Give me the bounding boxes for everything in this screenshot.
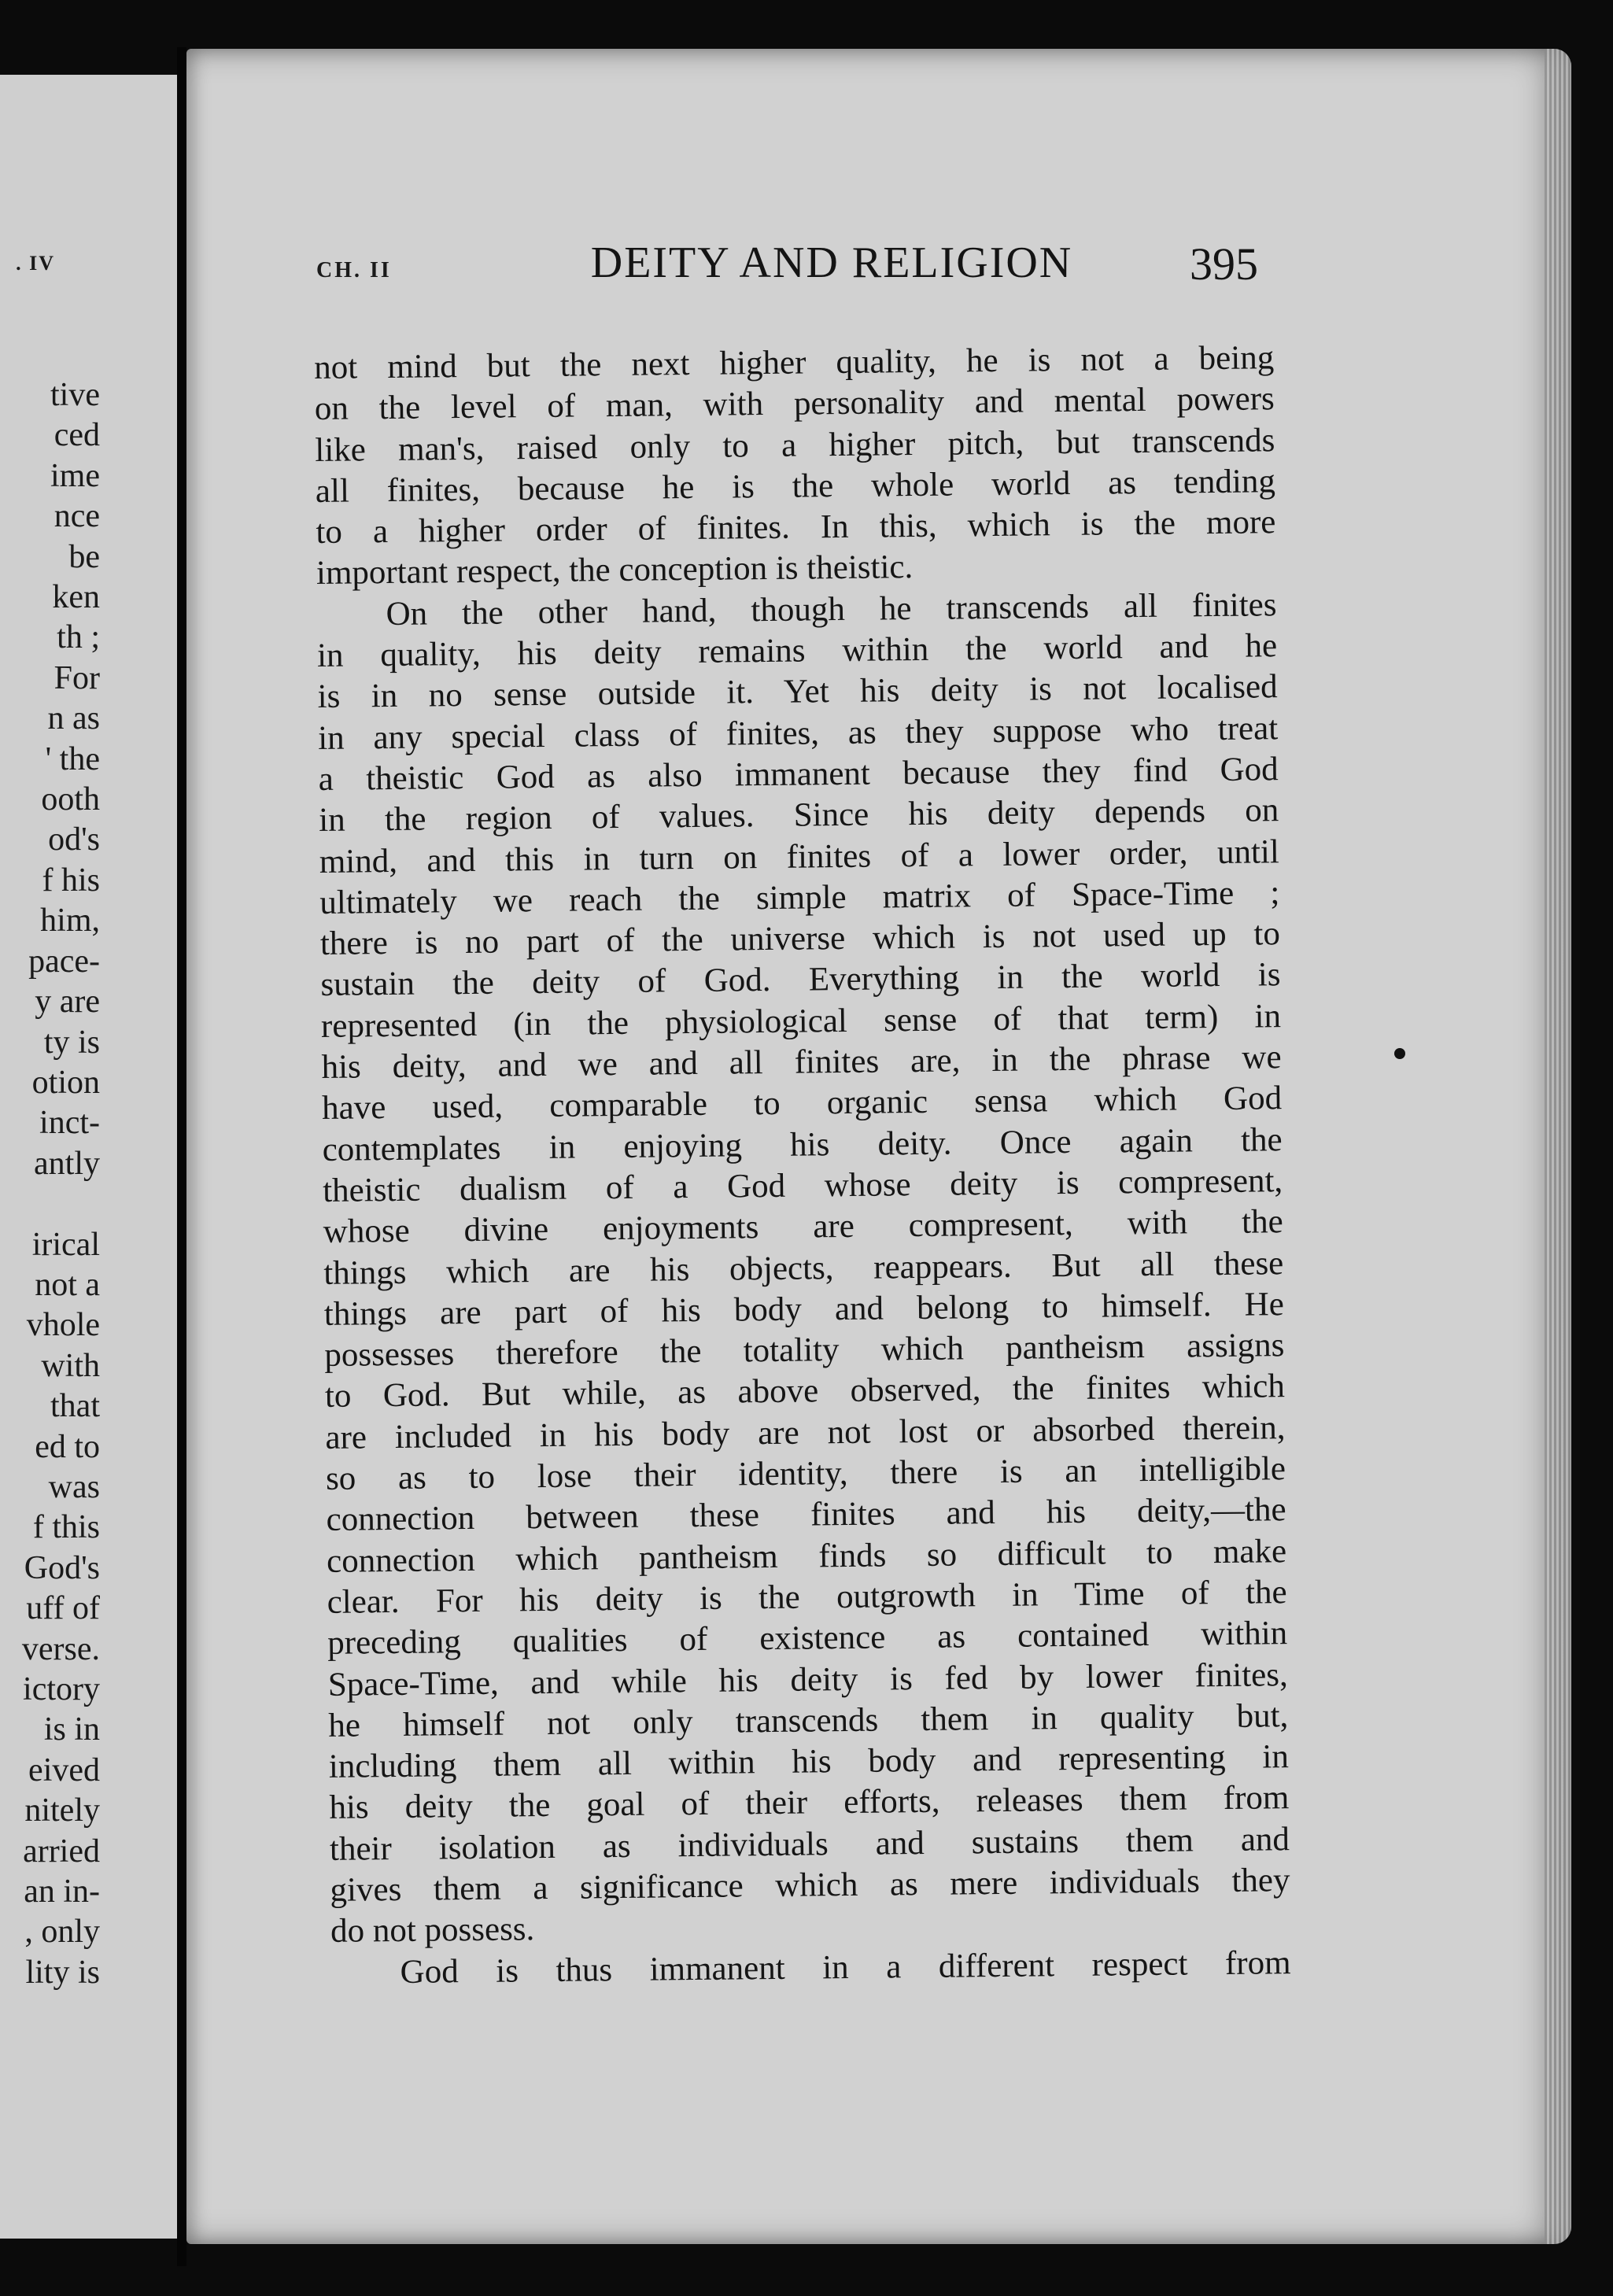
left-page-text xyxy=(0,375,100,1993)
left-line: lity is xyxy=(25,1954,100,1991)
body-text xyxy=(314,338,1291,1994)
text-line: in quality, his deity remains within the world and he xyxy=(316,627,1278,675)
text-line: Space-Time, and while his deity is fed by lower finites, xyxy=(327,1656,1288,1704)
left-line: ed to xyxy=(35,1428,100,1465)
book-gutter xyxy=(177,47,186,2266)
text-line: not mind but the next higher quality, he is not a being xyxy=(314,339,1275,386)
text-line: including them all within his body and representing in xyxy=(328,1738,1290,1785)
text-line: connection which pantheism finds so difficult to make xyxy=(326,1532,1287,1580)
text-line: there is no part of the universe which is not used up to xyxy=(319,915,1281,963)
right-page xyxy=(186,49,1571,2244)
left-line: eived xyxy=(28,1752,100,1788)
left-line: God's xyxy=(24,1549,100,1586)
page-number: 395 xyxy=(1190,238,1258,290)
left-line: was xyxy=(48,1468,100,1505)
left-line: th ; xyxy=(57,619,100,656)
text-line: on the level of man, with personality and mental powers xyxy=(314,380,1275,428)
text-line: whose divine enjoyments are compresent, with the xyxy=(323,1203,1283,1251)
left-line: y are xyxy=(35,984,100,1021)
left-line: n as xyxy=(47,700,100,737)
left-line: inct- xyxy=(39,1105,100,1142)
text-line: sustain the deity of God. Everything in the world is xyxy=(320,956,1281,1004)
left-line: with xyxy=(41,1347,100,1384)
text-line: connection between these finites and his deity,—the xyxy=(326,1491,1286,1539)
left-line: an in- xyxy=(24,1873,100,1910)
left-line xyxy=(0,1184,100,1224)
left-line: For xyxy=(54,659,100,696)
page-edge xyxy=(1545,49,1571,2244)
left-line: f this xyxy=(32,1509,100,1546)
left-line: tive xyxy=(50,377,100,413)
running-title: DEITY AND RELIGION xyxy=(590,238,1073,287)
text-line: in the region of values. Since his deity depends on xyxy=(319,792,1279,840)
left-line: ime xyxy=(50,457,100,494)
text-line: contemplates in enjoying his deity. Once again the xyxy=(322,1120,1283,1168)
left-line: ty is xyxy=(43,1024,100,1061)
text-line: things which are his objects, reappears. But all these xyxy=(323,1244,1284,1292)
left-line: be xyxy=(68,538,100,575)
left-line: f his xyxy=(42,862,100,899)
left-line: ken xyxy=(52,579,100,616)
text-line: his deity, and we and all finites are, in the phrase we xyxy=(321,1039,1282,1086)
left-line: not a xyxy=(35,1266,100,1303)
text-line: mind, and this in turn on finites of a lower order, until xyxy=(319,832,1280,880)
text-line: like man's, raised only to a higher pitch, but transcends xyxy=(315,421,1275,469)
text-line: ultimately we reach the simple matrix of Space-Time ; xyxy=(319,874,1280,921)
left-line: arried xyxy=(23,1833,100,1870)
text-line: possesses therefore the totality which pantheism assigns xyxy=(324,1327,1285,1375)
left-line: is in xyxy=(43,1711,100,1748)
left-running-header: . IV xyxy=(16,252,55,275)
left-line: ced xyxy=(54,417,100,454)
text-line: On the other hand, though he transcends all finites xyxy=(386,585,1277,633)
text-line: in any special class of finites, as they suppose who treat xyxy=(317,709,1279,757)
text-line: he himself not only transcends them in quality but, xyxy=(328,1696,1289,1744)
text-line: do not possess. xyxy=(330,1910,535,1951)
left-line: nitely xyxy=(24,1792,100,1829)
text-line: important respect, the conception is theistic. xyxy=(316,548,914,592)
left-line: verse. xyxy=(21,1630,100,1667)
left-line: ooth xyxy=(41,781,100,818)
text-line: God is thus immanent in a different respect from xyxy=(400,1943,1291,1991)
text-line: things are part of his body and belong to himself. He xyxy=(323,1285,1285,1333)
text-line: a theistic God as also immanent because they find God xyxy=(318,751,1279,798)
left-line: ictory xyxy=(23,1671,100,1707)
text-line: all finites, because he is the whole world as tending xyxy=(315,463,1276,510)
text-line: to a higher order of finites. In this, which is the more xyxy=(316,504,1276,552)
left-line: antly xyxy=(34,1145,100,1182)
text-line: gives them a significance which as mere individuals they xyxy=(330,1862,1290,1909)
left-line: nce xyxy=(54,498,100,535)
text-line: so as to lose their identity, there is an intelligible xyxy=(325,1450,1286,1497)
left-line: that xyxy=(50,1388,100,1425)
chapter-label: CH. II xyxy=(316,258,392,282)
text-line: is in no sense outside it. Yet his deity is not localised xyxy=(317,668,1278,716)
left-line: od's xyxy=(48,821,100,858)
text-line: are included in his body are not lost or absorbed therein, xyxy=(325,1408,1286,1456)
text-line: preceding qualities of existence as contained within xyxy=(327,1615,1288,1663)
text-line: his deity the goal of their efforts, releases them from xyxy=(329,1779,1290,1827)
text-line: their isolation as individuals and sustains them and xyxy=(329,1820,1290,1868)
left-line: irical xyxy=(31,1226,100,1263)
left-line: pace- xyxy=(28,943,100,980)
text-line: have used, comparable to organic sensa which God xyxy=(321,1080,1283,1128)
left-line: , only xyxy=(24,1914,100,1951)
left-line: vhole xyxy=(26,1307,100,1344)
text-line: represented (in the physiological sense of that term) in xyxy=(320,997,1282,1045)
left-line: otion xyxy=(31,1064,100,1101)
text-line: theistic dualism of a God whose deity is compresent, xyxy=(322,1162,1283,1209)
left-page-fragment xyxy=(0,75,182,2239)
left-line: him, xyxy=(40,903,100,939)
text-line: clear. For his deity is the outgrowth in Time of the xyxy=(327,1574,1287,1621)
left-line: ' the xyxy=(45,740,100,777)
ink-speck xyxy=(1394,1048,1405,1059)
left-line: uff of xyxy=(26,1590,100,1627)
text-line: to God. But while, as above observed, the finites which xyxy=(324,1368,1286,1416)
running-header xyxy=(186,238,1571,293)
